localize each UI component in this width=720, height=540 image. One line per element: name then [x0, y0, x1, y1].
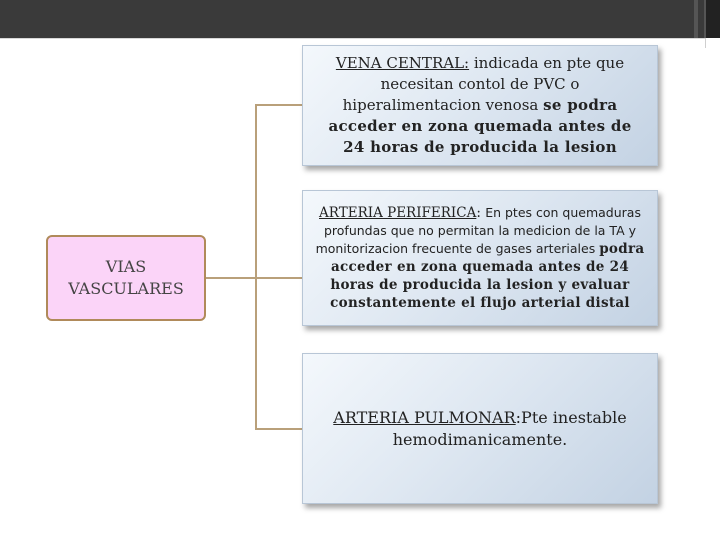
vena-central-emphasis: se podra acceder en zona quemada antes de 24 horas de producida la lesion	[328, 96, 632, 156]
connector-branch-vena	[255, 104, 302, 106]
top-bar	[0, 0, 720, 38]
top-bar-accent	[704, 0, 720, 38]
arteria-pulmonar-description: :Pte inestable hemodimanicamente.	[392, 407, 627, 449]
root-label-line1: VIAS	[105, 257, 147, 276]
vena-central-title: VENA CENTRAL:	[335, 54, 470, 72]
connector-root-horizontal	[206, 277, 256, 279]
card-vena-central-text	[317, 53, 643, 158]
connector-branch-pulmonar	[255, 428, 302, 430]
connector-branch-arteria	[255, 277, 302, 279]
arteria-periferica-colon: :	[476, 205, 486, 221]
card-arteria-pulmonar	[302, 353, 658, 504]
card-arteria-pulmonar-text	[317, 407, 643, 451]
connector-vertical-spine	[255, 104, 257, 430]
arteria-pulmonar-title: ARTERIA PULMONAR	[333, 407, 516, 427]
vena-central-description: indicada en pte que necesitan contol de PVC o hiperalimentacion venosa	[342, 54, 625, 114]
arteria-periferica-title: ARTERIA PERIFERICA	[319, 205, 477, 221]
corner-block	[705, 38, 720, 48]
root-label-line2: VASCULARES	[68, 279, 184, 298]
arteria-periferica-emphasis: podra acceder en zona quemada antes de 24 horas de producida la lesion y evaluar constantemente el flujo arterial distal	[330, 241, 645, 311]
card-arteria-periferica	[302, 190, 658, 326]
header-rule	[0, 38, 720, 39]
arteria-periferica-description: En ptes con quemaduras profundas que no permitan la medicion de la TA y monitorizacion frecuente de gases arteriales	[315, 205, 641, 256]
card-vena-central	[302, 45, 658, 166]
card-arteria-periferica-text	[311, 204, 649, 312]
root-node-vias-vasculares	[46, 235, 206, 321]
